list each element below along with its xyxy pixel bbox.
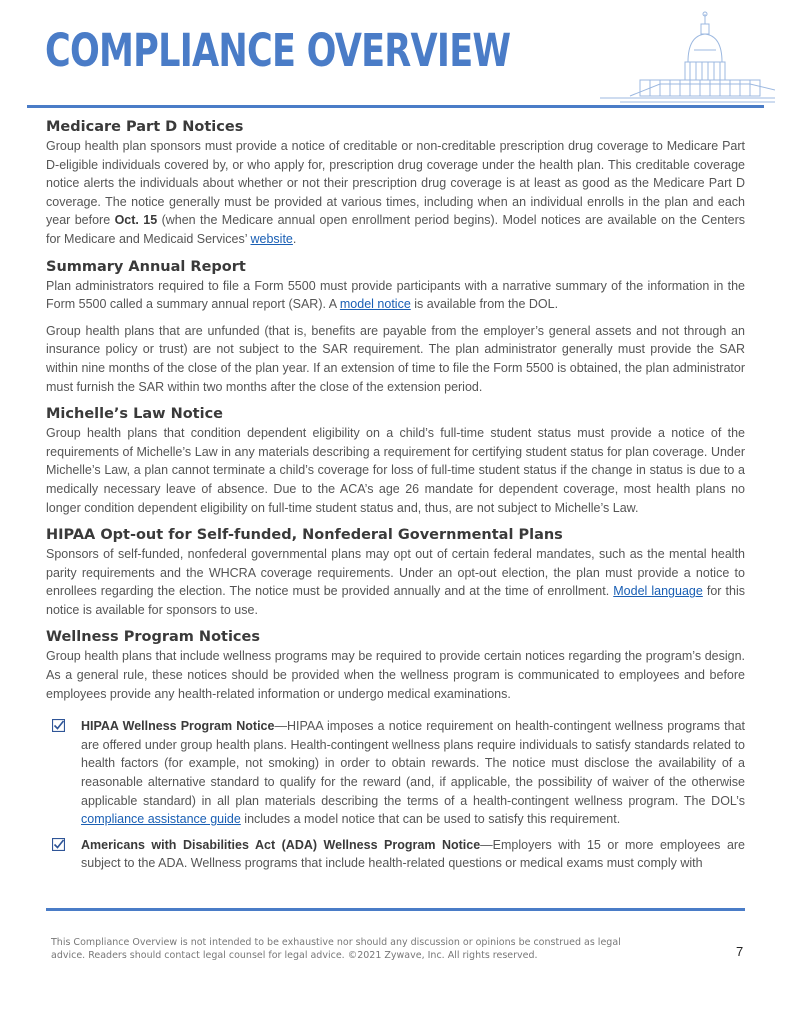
bullet-title: HIPAA Wellness Program Notice: [81, 719, 275, 734]
list-item: [46, 717, 745, 829]
text-run: Group health plan sponsors must provide a notice of creditable or non-creditable prescription drug coverage to Medicare Part D-eligible individuals covered by, or who apply for, prescription drug coverage under the health plan. This creditable coverage notice alerts the individuals about whether or not their prescription drug coverage is at least as good as the Medicare Part D coverage. The notice generally must be provided at various times, including when an individual enrolls in the plan and each year before: [46, 139, 745, 228]
section-heading: Summary Annual Report: [46, 258, 246, 275]
model-notice-link[interactable]: model notice: [339, 297, 411, 312]
text-run: .: [292, 231, 297, 246]
bullet-list: [46, 717, 745, 873]
section-hipaa-opt-out: [46, 525, 745, 619]
capitol-building-icon: [600, 10, 775, 106]
checkbox-checked-icon: [52, 719, 65, 732]
page-header-title: COMPLIANCE OVERVIEW: [45, 24, 511, 77]
document-body: [46, 117, 745, 881]
footer-disclaimer: This Compliance Overview is not intended to be exhaustive nor should any discussion or opinions be construed as legal advice. Readers should contact legal counsel for legal advice. ©2021 Zywave, Inc. All rights reserved.: [51, 937, 621, 961]
paragraph: [46, 545, 745, 619]
section-heading: HIPAA Opt-out for Self-funded, Nonfederal Governmental Plans: [46, 527, 563, 544]
section-summary-annual-report: [46, 257, 745, 397]
header-divider: [27, 105, 764, 108]
section-heading: Michelle’s Law Notice: [46, 406, 224, 423]
model-language-link[interactable]: Model language: [613, 584, 703, 599]
text-run: includes a model notice that can be used to satisfy this requirement.: [240, 812, 621, 827]
text-run: for this notice is available for sponsors to use.: [46, 584, 745, 617]
section-heading: Wellness Program Notices: [46, 629, 260, 646]
paragraph: Group health plans that condition dependent eligibility on a child’s full-time student status must provide a notice of the requirements of Michelle’s Law in any materials describing a requirement for certifying student status for plan coverage. Under Michelle’s Law, a plan cannot terminate a child’s coverage for loss of full-time student status if the change in status is due to a medically necessary leave of absence. Due to the ACA’s age 26 mandate for dependent coverage, most health plans no longer condition dependent eligibility on full-time student status and, thus, are not subject to Michelle’s Law.: [46, 426, 745, 515]
compliance-guide-link[interactable]: compliance assistance guide: [81, 812, 241, 827]
text-run: Sponsors of self-funded, nonfederal governmental plans may opt out of certain federal mandates, such as the mental health parity requirements and the WHCRA coverage requirements. Under an opt-out election, the plan must provide a notice to enrollees regarding the election. The notice must be provided annually and at the time of enrollment.: [46, 547, 745, 599]
section-wellness-program: [46, 627, 745, 873]
page-number: 7: [736, 944, 744, 959]
text-run: —Employers with 15 or more employees are subject to the ADA. Wellness programs that include health-related questions or medical exams must comply with: [81, 837, 746, 871]
cms-website-link[interactable]: website: [250, 231, 293, 246]
paragraph: Group health plans that are unfunded (that is, benefits are payable from the employer’s general assets and not through an insurance policy or trust) are not subject to the SAR requirement. The plan administrator generally must provide the SAR within nine months of the close of the plan year. If an extension of time to file the Form 5500 is obtained, the plan administrator must furnish the SAR within two months after the close of the extension period.: [46, 323, 745, 394]
deadline-date: Oct. 15: [114, 213, 158, 228]
footer-divider: [46, 908, 745, 911]
bullet-title: Americans with Disabilities Act (ADA) Wellness Program Notice: [81, 837, 481, 852]
section-heading: Medicare Part D Notices: [46, 119, 244, 135]
list-item: [46, 836, 745, 873]
checkbox-checked-icon: [52, 838, 65, 851]
section-michelles-law: [46, 404, 745, 517]
section-medicare-part-d: [46, 117, 745, 249]
text-run: —HIPAA imposes a notice requirement on health-contingent wellness programs that are offered under group health plans. Health-contingent wellness plans require individuals to satisfy standards related to health factors (for example, not smoking) in order to obtain rewards. The notice must disclose the availability of a reasonable alternative standard to qualify for the reward (and, if applicable, the possibility of waiver of the otherwise applicable standard) in all plan materials describing the terms of a health-contingent wellness program. The DOL’s: [81, 719, 745, 808]
paragraph: Group health plans that include wellness programs may be required to provide certain notices regarding the program’s design. As a general rule, these notices should be provided when the wellness program is communicated to employees and before employees provide any health-related information or undergo medical examinations.: [46, 649, 745, 701]
text-run: is available from the DOL.: [410, 297, 559, 312]
text-run: Plan administrators required to file a Form 5500 must provide participants with a narrative summary of the information in the Form 5500 called a summary annual report (SAR). A: [46, 278, 745, 312]
text-run: (when the Medicare annual open enrollment period begins). Model notices are available on the Centers for Medicare and Medicaid Services’: [46, 213, 745, 246]
paragraph: [46, 137, 745, 249]
paragraph: [46, 277, 745, 314]
